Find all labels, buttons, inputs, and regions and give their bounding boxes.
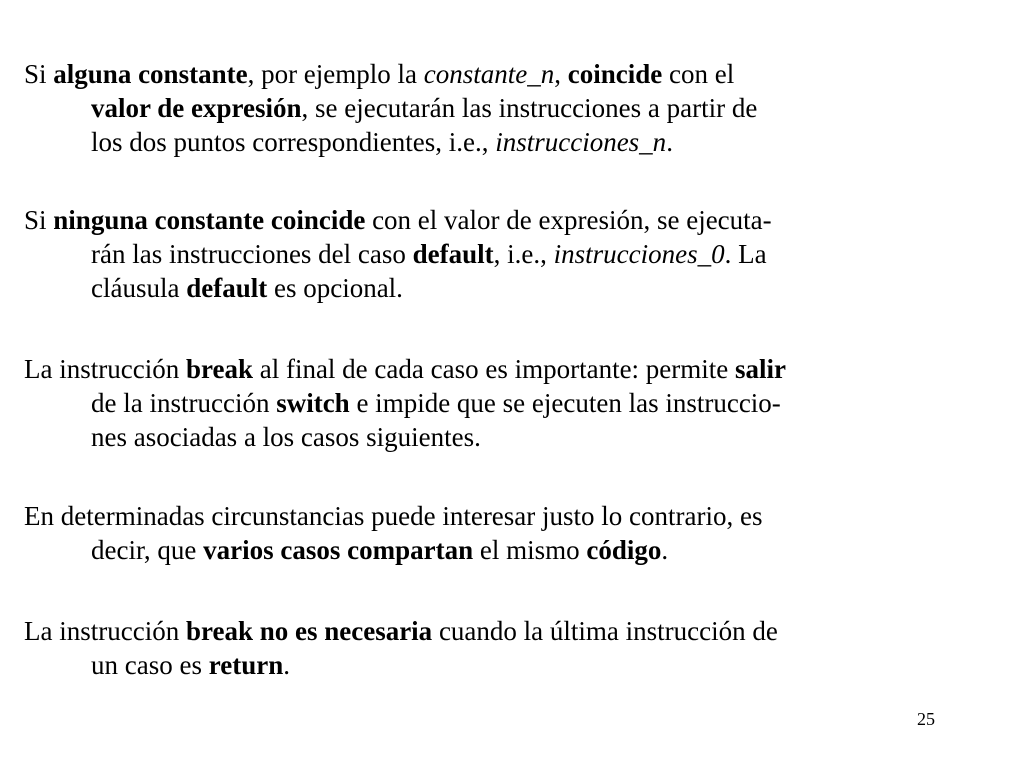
text-line — [24, 533, 999, 567]
text-line — [24, 614, 999, 648]
bold-text: break no es necesaria — [185, 616, 433, 646]
text-run: con el valor de expresión, se ejecuta- — [365, 205, 772, 235]
text-run: al final de cada caso es importante: permite — [252, 354, 736, 384]
text-run: En determinadas circunstancias puede interesar justo lo contrario, es — [24, 501, 763, 531]
italic-text: constante_n — [423, 59, 555, 89]
text-line — [24, 271, 999, 305]
text-line — [24, 352, 999, 386]
text-run: es opcional. — [267, 273, 403, 303]
bold-text: varios casos compartan — [203, 535, 474, 565]
text-run: los dos puntos correspondientes, i.e., — [91, 127, 496, 157]
text-run: . — [661, 535, 669, 565]
text-run: , i.e., — [493, 239, 554, 269]
bold-text: break — [185, 354, 253, 384]
bold-text: código — [586, 535, 662, 565]
text-run: nes asociadas a los casos siguientes. — [91, 422, 481, 452]
bold-text: alguna constante — [53, 59, 248, 89]
text-run: , por ejemplo la — [247, 59, 424, 89]
text-run: rán las instrucciones del caso — [91, 239, 413, 269]
bold-text: valor de expresión — [91, 93, 302, 123]
text-run: . — [666, 127, 673, 157]
text-run: el mismo — [473, 535, 587, 565]
text-line — [24, 386, 999, 420]
text-run: con el — [662, 59, 735, 89]
paragraph-constant-match — [24, 57, 999, 159]
text-line — [24, 125, 999, 159]
text-line — [24, 648, 999, 682]
text-line — [24, 203, 999, 237]
text-run: Si — [24, 59, 54, 89]
text-line — [24, 420, 999, 454]
text-run: e impide que se ejecuten las instruccio- — [349, 388, 781, 418]
text-run: de la instrucción — [91, 388, 277, 418]
text-run: , se ejecutarán las instrucciones a partir de — [301, 93, 758, 123]
paragraph-shared-code — [24, 499, 999, 567]
bold-text: default — [186, 273, 268, 303]
bold-text: salir — [735, 354, 787, 384]
paragraph-break-not-needed — [24, 614, 999, 682]
bold-text: default — [412, 239, 494, 269]
bold-text: ninguna constante coincide — [53, 205, 366, 235]
text-run: cuando la última instrucción de — [432, 616, 778, 646]
text-run: decir, que — [91, 535, 204, 565]
text-line — [24, 237, 999, 271]
text-run: un caso es — [91, 650, 209, 680]
italic-text: instrucciones_0 — [553, 239, 725, 269]
text-run: Si — [24, 205, 54, 235]
page-number: 25 — [917, 709, 935, 729]
text-line — [24, 91, 999, 125]
text-run: . — [283, 650, 290, 680]
bold-text: return — [208, 650, 284, 680]
text-run: , — [554, 59, 568, 89]
paragraph-break-importance — [24, 352, 999, 454]
text-run: La instrucción — [24, 616, 186, 646]
text-line — [24, 499, 999, 533]
text-run: La instrucción — [24, 354, 186, 384]
bold-text: switch — [276, 388, 350, 418]
text-line — [24, 57, 999, 91]
text-run: . La — [724, 239, 767, 269]
paragraph-no-match-default — [24, 203, 999, 305]
text-run: cláusula — [91, 273, 187, 303]
bold-text: coincide — [567, 59, 663, 89]
italic-text: instrucciones_n — [495, 127, 667, 157]
